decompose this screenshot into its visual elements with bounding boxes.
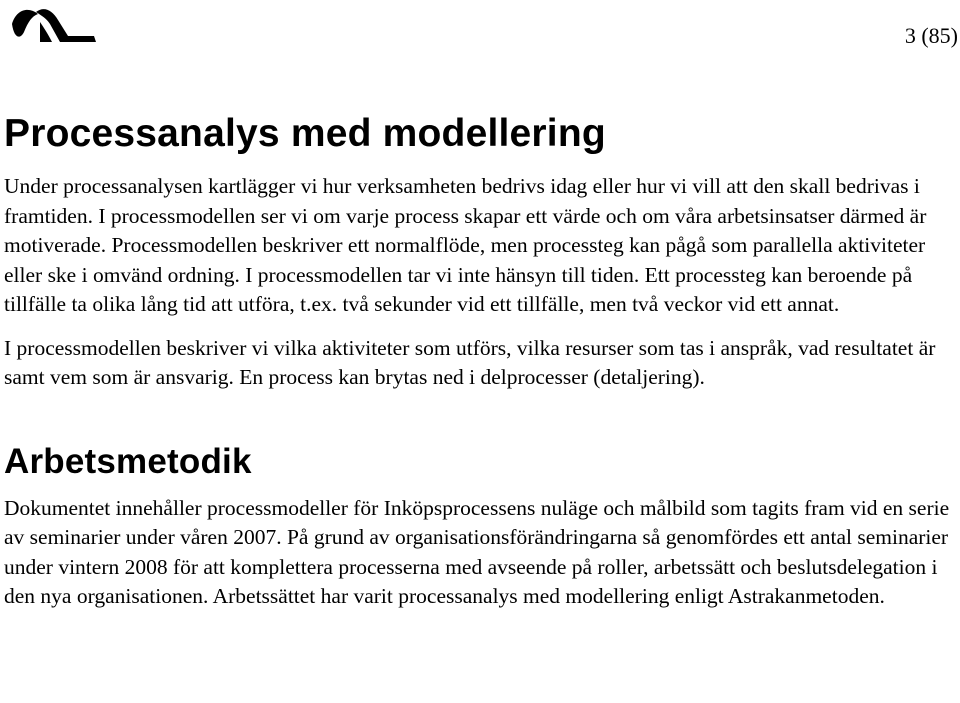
section-heading-arbetsmetodik: Arbetsmetodik <box>4 441 252 481</box>
paragraph: Under processanalysen kartlägger vi hur verksamheten bedrivs idag eller hur vi vill att den skall bedrivas i framtiden. I processmodellen ser vi om varje process skapar ett värde och om våra arbetsinsatser därmed är motiverade. Processmodellen beskriver ett normalflöde, men processteg kan pågå som parallella aktiviteter eller ske i omvänd ordning. I processmodellen tar vi inte hänsyn till tiden. Ett processteg kan beroende på tillfälle ta olika lång tid att utföra, t.ex. två sekunder vid ett tillfälle, men två veckor vid ett annat. <box>4 174 927 316</box>
paragraph: I processmodellen beskriver vi vilka aktiviteter som utförs, vilka resurser som tas i anspråk, vad resultatet är samt vem som är ansvarig. En process kan brytas ned i delprocesser (detaljering). <box>4 335 936 389</box>
company-logo-icon <box>10 6 96 44</box>
paragraph: Dokumentet innehåller processmodeller för Inköpsprocessens nuläge och målbild som tagits fram vid en serie av seminarier under våren 2007. På grund av organisationsförändringarna så genomfördes ett antal seminarier under vintern 2008 för att komplettera processerna med avseende på roller, arbetssätt och beslutsdelegation i den nya organisationen. Arbetssättet har varit processanalys med modellering enligt Astrakanmetoden. <box>4 495 950 608</box>
section-heading-processanalys: Processanalys med modellering <box>4 112 606 155</box>
document-body <box>4 108 956 612</box>
page-number: 3 (85) <box>904 23 958 48</box>
